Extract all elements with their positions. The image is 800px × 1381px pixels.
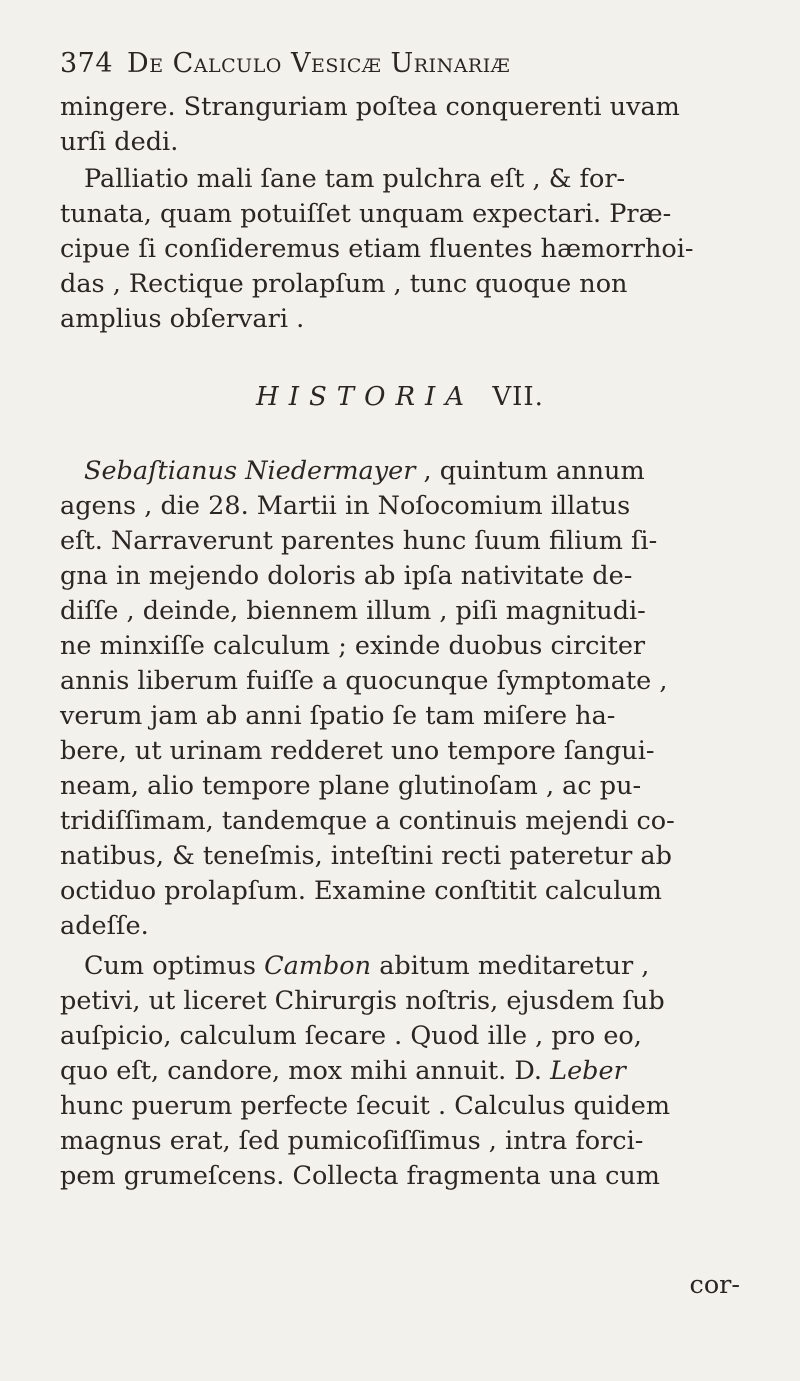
- text-line: ne minxiſſe calculum ; exinde duobus circiter: [60, 631, 646, 661]
- text-line: [60, 1054, 780, 1089]
- text-line: tridiſſimam, tandemque a continuis mejendi co-: [60, 806, 675, 836]
- text-fragment: abitum meditaretur ,: [371, 951, 650, 981]
- text-line: tunata, quam potuiſſet unquam expectari. Præ-: [60, 199, 672, 229]
- person-name: Leber: [550, 1056, 626, 1086]
- paragraph-4: [60, 949, 780, 1194]
- text-fragment: quo eſt, candore, mox mihi annuit. D.: [60, 1056, 551, 1086]
- text-line: amplius obſervari .: [60, 304, 305, 334]
- text-line: annis liberum fuiſſe a quocunque ſymptomate ,: [60, 666, 668, 696]
- text-line: pem grumeſcens. Collecta fragmenta una cum: [60, 1161, 660, 1191]
- text-line: auſpicio, calculum ſecare . Quod ille , pro eo,: [60, 1021, 642, 1051]
- text-line: gna in mejendo doloris ab ipſa nativitate de-: [60, 561, 633, 591]
- page-number: 374: [60, 48, 114, 79]
- text-line: magnus erat, ſed pumicoſiſſimus , intra forci-: [60, 1126, 644, 1156]
- patient-name: Sebaſtianus Niedermayer: [84, 456, 416, 486]
- heading-label: HISTORIA: [256, 382, 475, 412]
- text-line: eſt. Narraverunt parentes hunc ſuum filium ſi-: [60, 526, 658, 556]
- catchword: cor-: [689, 1270, 740, 1300]
- text-line: [60, 454, 780, 489]
- paragraph-1: [60, 90, 780, 160]
- text-line: bere, ut urinam redderet uno tempore ſangui-: [60, 736, 655, 766]
- paragraph-3: [60, 454, 780, 944]
- section-heading: [0, 382, 800, 412]
- text-line: mingere. Stranguriam poſtea conquerenti uvam: [60, 92, 680, 122]
- text-line: urſi dedi.: [60, 127, 179, 157]
- text-line: [60, 949, 780, 984]
- text-line: diſſe , deinde, biennem illum , piſi magnitudi-: [60, 596, 646, 626]
- text-line: hunc puerum perfecte ſecuit . Calculus quidem: [60, 1091, 671, 1121]
- paragraph-2: [60, 162, 780, 337]
- text-fragment: , quintum annum: [415, 456, 645, 486]
- text-line: neam, alio tempore plane glutinoſam , ac pu-: [60, 771, 642, 801]
- text-line: das , Rectique prolapſum , tunc quoque non: [60, 269, 628, 299]
- running-header: [60, 48, 760, 79]
- text-fragment: Cum optimus: [84, 951, 265, 981]
- text-line: natibus, & teneſmis, inteſtini recti pateretur ab: [60, 841, 672, 871]
- text-line: octiduo prolapſum. Examine conſtitit calculum: [60, 876, 662, 906]
- running-title: De Calculo Vesicæ Urinariæ: [127, 48, 511, 79]
- heading-numeral: VII.: [492, 382, 544, 412]
- person-name: Cambon: [264, 951, 372, 981]
- text-line: petivi, ut liceret Chirurgis noſtris, ejusdem ſub: [60, 986, 665, 1016]
- text-line: adeſſe.: [60, 911, 149, 941]
- text-line: Palliatio mali ſane tam pulchra eſt , & for-: [84, 164, 626, 194]
- text-line: verum jam ab anni ſpatio ſe tam miſere ha-: [60, 701, 616, 731]
- text-line: cipue ſi conſideremus etiam fluentes hæmorrhoi-: [60, 234, 694, 264]
- text-line: agens , die 28. Martii in Noſocomium illatus: [60, 491, 631, 521]
